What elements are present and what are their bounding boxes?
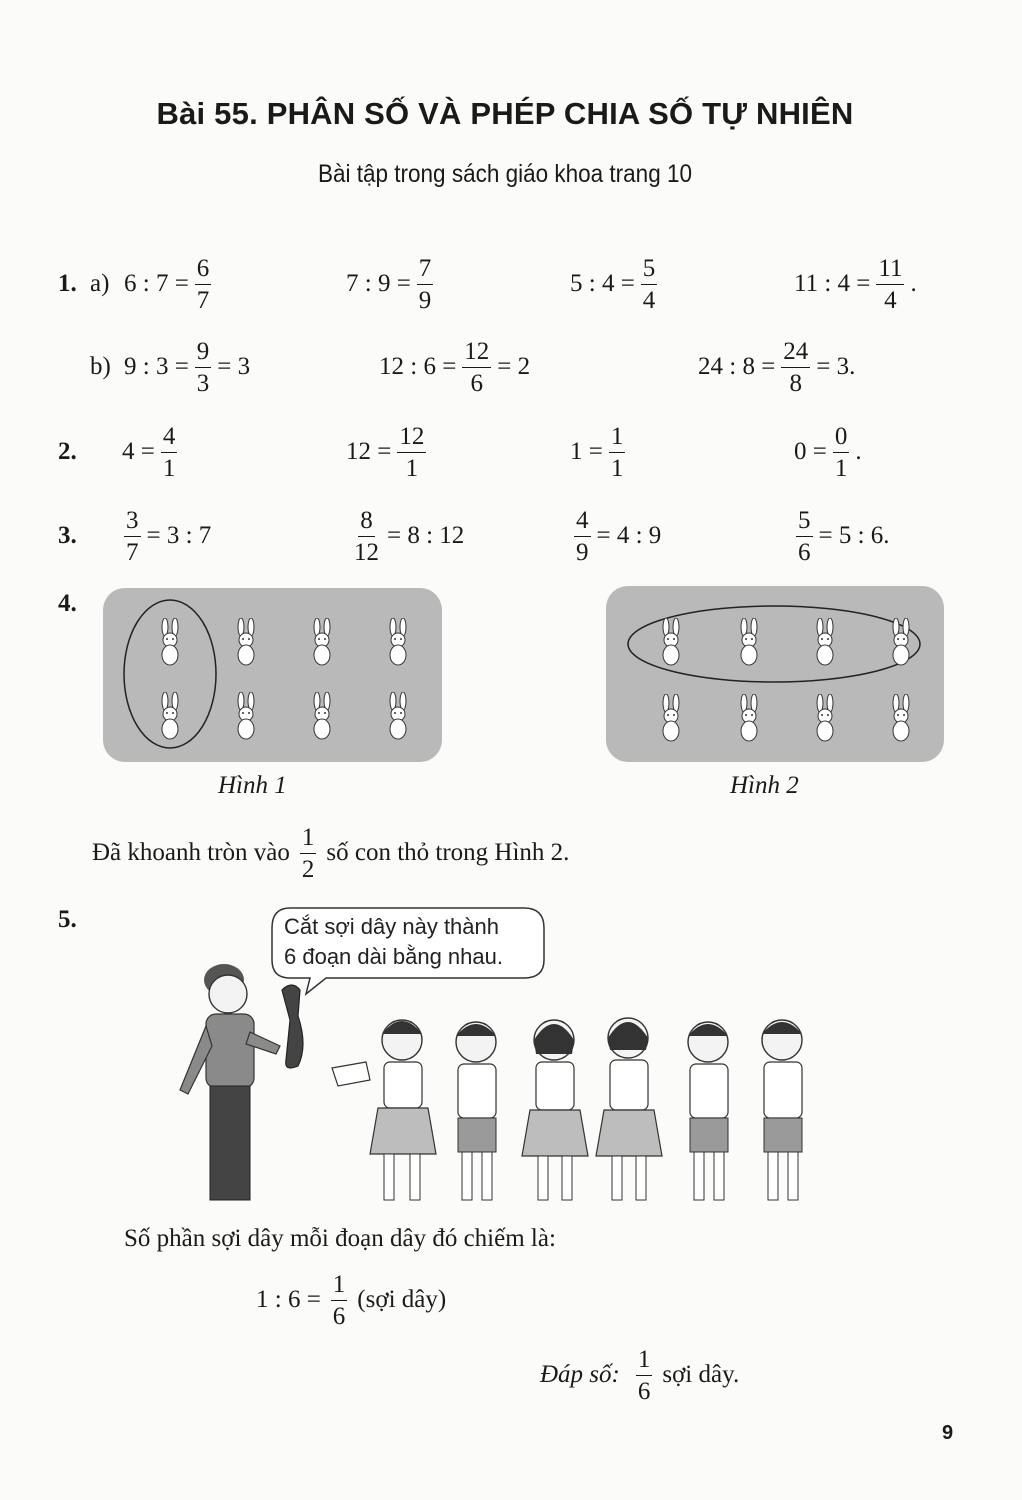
bunny-icon <box>658 618 684 666</box>
fraction <box>195 256 212 313</box>
ex1-b-item-1 <box>124 332 250 402</box>
fraction <box>397 424 426 481</box>
ex3-item-3-rhs: = 4 : 9 <box>596 522 662 549</box>
exercise-1-label: 1. <box>58 270 77 297</box>
exercise-4-label: 4. <box>58 590 77 617</box>
fraction <box>781 339 810 396</box>
bunny-icon <box>888 618 914 666</box>
pupil-3 <box>522 1020 588 1200</box>
numerator: 9 <box>195 339 212 368</box>
bunny-icon <box>812 618 838 666</box>
bunny-icon <box>385 618 411 666</box>
ex2-item-3 <box>570 417 631 487</box>
teacher-and-pupils-illustration <box>170 950 820 1202</box>
bunny-icon <box>233 618 259 666</box>
fraction <box>161 424 178 481</box>
denominator: 12 <box>354 538 379 566</box>
numerator: 1 <box>300 825 317 854</box>
part-b-label: b) <box>90 353 111 380</box>
bunny-icon <box>309 692 335 740</box>
bunny-icon <box>385 692 411 740</box>
bunny-icon <box>736 618 762 666</box>
teacher-figure <box>180 964 303 1200</box>
ex1-a-item-4-tail: . <box>910 270 917 297</box>
denominator: 6 <box>470 369 484 397</box>
fraction <box>796 508 813 565</box>
ex1-b-item-2-lhs: 12 : 6 = <box>379 353 457 380</box>
exercise-3-label: 3. <box>58 522 77 549</box>
part-a-label: a) <box>90 270 110 297</box>
page-subtitle: Bài tập trong sách giáo khoa trang 10 <box>317 160 693 188</box>
denominator: 8 <box>789 369 803 397</box>
numerator: 6 <box>195 256 212 285</box>
ex1-b-item-2 <box>379 332 530 402</box>
bunny-icon <box>157 692 183 740</box>
ex1-b-item-3 <box>698 332 855 402</box>
ex1-a-item-1 <box>124 249 217 319</box>
denominator: 4 <box>642 286 656 314</box>
ex1-a-item-2 <box>346 249 439 319</box>
ex3-item-1 <box>118 501 211 571</box>
exercise-5-sentence: Số phần sợi dây mỗi đoạn dây đó chiếm là: <box>124 1225 556 1252</box>
denominator: 3 <box>196 369 210 397</box>
exercise-1b-label <box>90 332 111 402</box>
fraction <box>636 1347 653 1404</box>
fraction <box>833 424 850 481</box>
bunny-icon <box>736 694 762 742</box>
fraction <box>876 256 904 313</box>
numerator: 1 <box>331 1272 348 1301</box>
ex1-a-item-3-lhs: 5 : 4 = <box>570 270 635 297</box>
exercise-5-label: 5. <box>58 906 77 933</box>
denominator: 1 <box>162 454 176 482</box>
fraction <box>300 825 317 882</box>
denominator: 6 <box>637 1377 651 1405</box>
page-title: Bài 55. PHÂN SỐ VÀ PHÉP CHIA SỐ TỰ NHIÊN <box>156 96 854 131</box>
numerator: 12 <box>462 339 491 368</box>
fraction <box>462 339 491 396</box>
ex2-item-4-lhs: 0 = <box>794 438 827 465</box>
fraction <box>124 508 141 565</box>
ex2-item-4-tail: . <box>855 438 862 465</box>
ex1-b-item-3-result: = 3. <box>816 353 856 380</box>
denominator: 7 <box>126 538 139 566</box>
page-number: 9 <box>942 1422 954 1444</box>
ex2-item-3-lhs: 1 = <box>570 438 603 465</box>
fraction <box>574 508 591 565</box>
ex1-b-item-3-lhs: 24 : 8 = <box>698 353 776 380</box>
fraction <box>331 1272 348 1329</box>
fraction <box>417 256 434 313</box>
speech-line-2: 6 đoạn dài bằng nhau. <box>284 944 503 969</box>
figure-1-caption: Hình 1 <box>218 772 287 799</box>
denominator: 1 <box>834 454 848 482</box>
ex3-item-3 <box>568 501 661 571</box>
calc-unit: (sợi dây) <box>357 1286 447 1313</box>
exercise-2-label: 2. <box>58 438 77 465</box>
denominator: 9 <box>576 538 589 566</box>
denominator: 4 <box>884 286 897 314</box>
denominator: 1 <box>610 454 624 482</box>
denominator: 7 <box>196 286 210 314</box>
fraction <box>641 256 658 313</box>
denominator: 9 <box>418 286 432 314</box>
answer-text-after: số con thỏ trong Hình 2. <box>326 839 570 866</box>
numerator: 4 <box>574 508 591 537</box>
ex1-a-item-2-lhs: 7 : 9 = <box>346 270 411 297</box>
ex2-item-1 <box>122 417 183 487</box>
ex3-item-2 <box>346 501 464 571</box>
numerator: 3 <box>124 508 141 537</box>
ex3-item-1-rhs: = 3 : 7 <box>146 522 212 549</box>
fraction <box>195 339 212 396</box>
figure-1 <box>103 588 442 762</box>
bunny-icon <box>812 694 838 742</box>
bunny-icon <box>233 692 259 740</box>
numerator: 4 <box>161 424 178 453</box>
numerator: 11 <box>876 256 904 285</box>
answer-label: Đáp số: <box>540 1361 620 1388</box>
ex2-item-2-lhs: 12 = <box>346 438 392 465</box>
speech-line-1: Cắt sợi dây này thành <box>284 914 499 939</box>
exercise-5-calculation <box>256 1265 446 1335</box>
numerator: 8 <box>358 508 375 537</box>
pupil-2 <box>456 1022 496 1200</box>
ex1-b-item-2-result: = 2 <box>497 353 531 380</box>
numerator: 7 <box>417 256 434 285</box>
bunny-icon <box>658 694 684 742</box>
pupil-1 <box>332 1020 436 1200</box>
ex1-b-item-1-result: = 3 <box>217 353 251 380</box>
fraction <box>609 424 626 481</box>
exercise-5-answer <box>540 1340 739 1410</box>
ex1-a-item-4-lhs: 11 : 4 = <box>794 270 871 297</box>
figure-2-caption: Hình 2 <box>730 772 799 799</box>
bunny-icon <box>309 618 335 666</box>
ex2-item-1-lhs: 4 = <box>122 438 155 465</box>
ex3-item-4-rhs: = 5 : 6. <box>818 522 890 549</box>
ex1-a-item-3 <box>570 249 663 319</box>
bunny-icon <box>888 694 914 742</box>
numerator: 5 <box>641 256 658 285</box>
denominator: 6 <box>798 538 811 566</box>
numerator: 0 <box>833 424 850 453</box>
numerator: 24 <box>781 339 810 368</box>
ex3-item-4 <box>790 501 890 571</box>
pupil-4 <box>596 1018 662 1200</box>
exercise-4-answer <box>92 818 569 888</box>
bunny-icon <box>157 618 183 666</box>
numerator: 1 <box>636 1347 653 1376</box>
pupil-5 <box>688 1022 728 1200</box>
ex1-b-item-1-lhs: 9 : 3 = <box>124 353 189 380</box>
pupil-6 <box>762 1020 802 1200</box>
figure-2 <box>606 586 944 762</box>
ex2-item-2 <box>346 417 432 487</box>
exercise-1a-label <box>90 249 109 319</box>
fraction <box>352 508 381 565</box>
numerator: 1 <box>609 424 626 453</box>
ex3-item-2-rhs: = 8 : 12 <box>387 522 465 549</box>
numerator: 12 <box>397 424 426 453</box>
denominator: 2 <box>301 855 315 883</box>
answer-unit: sợi dây. <box>662 1361 740 1388</box>
numerator: 5 <box>796 508 813 537</box>
ex1-a-item-1-lhs: 6 : 7 = <box>124 270 189 297</box>
calc-lhs: 1 : 6 = <box>256 1286 321 1313</box>
ex1-a-item-4 <box>794 249 917 319</box>
denominator: 6 <box>332 1302 346 1330</box>
ex2-item-4 <box>794 417 862 487</box>
answer-text-before: Đã khoanh tròn vào <box>92 839 290 866</box>
denominator: 1 <box>405 454 419 482</box>
